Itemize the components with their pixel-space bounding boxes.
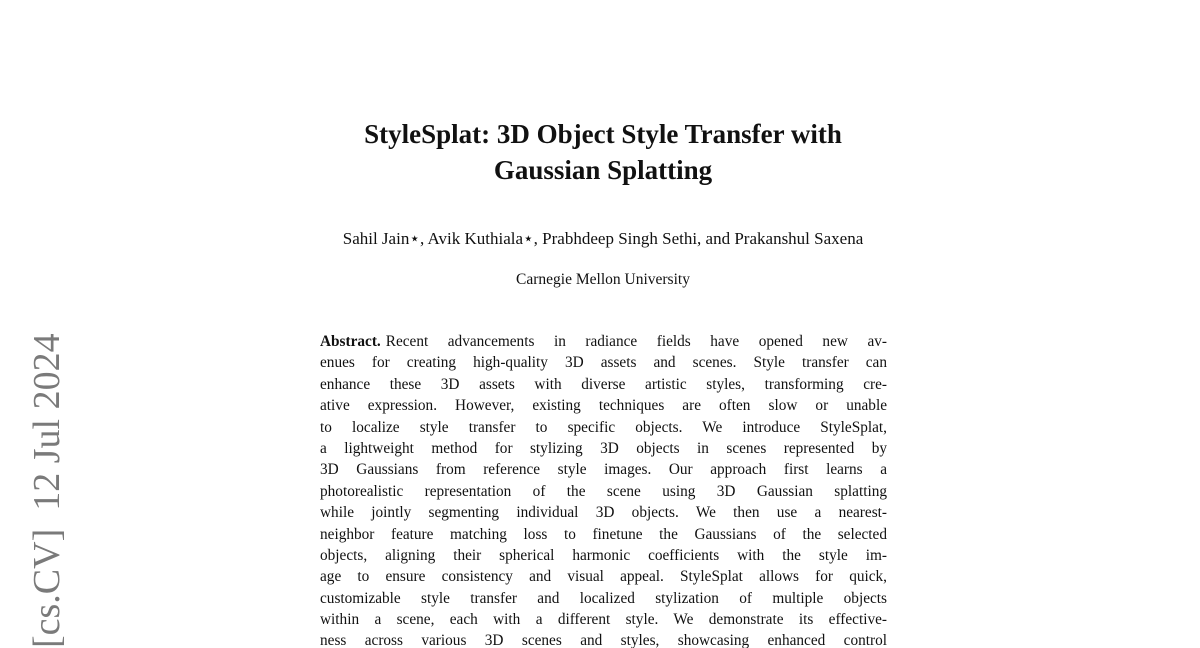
author-list: Sahil Jain⋆, Avik Kuthiala⋆, Prabhdeep Singh Sethi, and Prakanshul Saxena [342,229,864,248]
abstract-line: enhance these 3D assets with diverse artistic styles, transforming cre- [320,375,887,393]
abstract-line: ness across various 3D scenes and styles, showcasing enhanced control [320,632,887,648]
abstract-line: photorealistic representation of the scene using 3D Gaussian splatting [320,482,887,500]
abstract-line: neighbor feature matching loss to finetune the Gaussians of the selected [320,525,887,543]
paper-title [250,116,956,188]
abstract-label: Abstract. [320,333,381,350]
abstract-line: objects, aligning their spherical harmonic coefficients with the style im- [320,546,887,564]
author-affiliation: Carnegie Mellon University [516,271,690,288]
abstract-line-text: Recent advancements in radiance fields have opened new av- [385,333,887,350]
paper-title-line: StyleSplat: 3D Object Style Transfer with [364,119,842,149]
abstract-line: within a scene, each with a different style. We demonstrate its effective- [320,611,887,629]
abstract-line: to localize style transfer to specific objects. We introduce StyleSplat, [320,418,887,436]
arxiv-date: 12 Jul 2024 [26,333,68,511]
abstract-line [320,331,887,352]
abstract-line: enues for creating high-quality 3D assets and scenes. Style transfer can [320,354,887,372]
arxiv-category: [cs.CV] [26,528,68,648]
abstract [320,331,887,648]
abstract-line: 3D Gaussians from reference style images. Our approach first learns a [320,461,887,479]
paper-title-line: Gaussian Splatting [493,155,713,185]
arxiv-identifier-stamp [28,333,66,648]
abstract-line: age to ensure consistency and visual appeal. StyleSplat allows for quick, [320,568,887,586]
abstract-line: customizable style transfer and localized stylization of multiple objects [320,589,887,607]
abstract-line: ative expression. However, existing techniques are often slow or unable [320,397,887,415]
abstract-line: a lightweight method for stylizing 3D objects in scenes represented by [320,439,887,457]
abstract-line: while jointly segmenting individual 3D objects. We then use a nearest- [320,504,887,522]
